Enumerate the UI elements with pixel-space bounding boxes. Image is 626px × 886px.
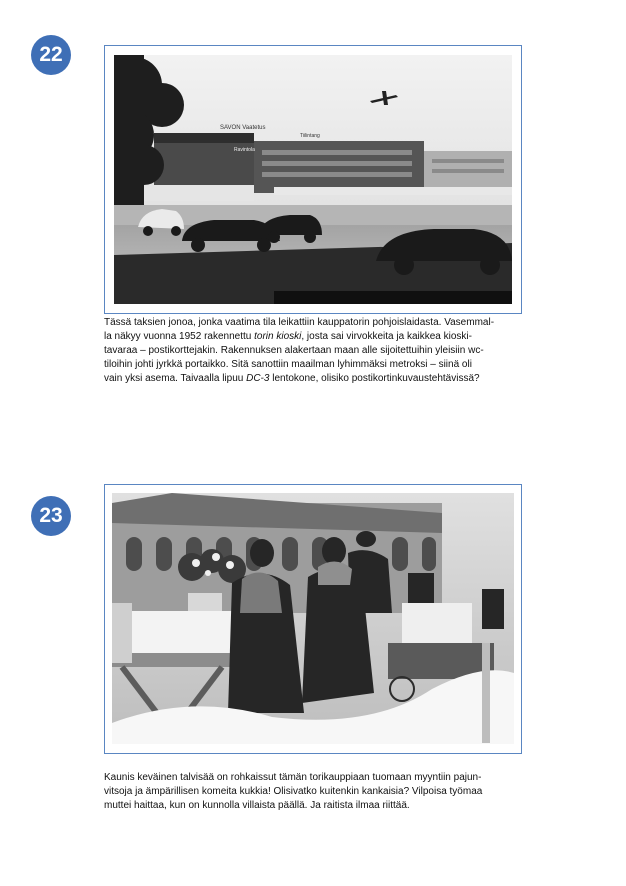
caption-line: tavaraa – postikorttejakin. Rakennuksen alakertaan maan alle sijoitettuihin yleisiin wc- [104, 345, 484, 356]
caption-italic: DC-3 [246, 373, 270, 384]
entry-number-badge: 23 [31, 496, 71, 536]
caption-line: Tässä taksien jonoa, jonka vaatima tila leikattiin kauppatorin pohjoislaidasta. Vasemmal- [104, 317, 495, 328]
caption-line: muttei haittaa, kun on kunnolla villaista päällä. Ja raitista ilmaa riittää. [104, 800, 410, 811]
photo-caption [104, 316, 522, 386]
caption-line: la näkyy vuonna 1952 rakennettu torin kioski, josta sai virvokkeita ja kaikkea kioski- [104, 331, 472, 342]
market-square-photo [114, 55, 512, 304]
caption-line: Kaunis keväinen talvisää on rohkaissut tämän torikauppiaan tuomaan myyntiin pajun- [104, 772, 482, 783]
flower-seller-photo [112, 493, 514, 744]
shop-sign: SAVON Vaatetus [220, 125, 266, 131]
caption-line: tiloihin johti jyrkkä portaikko. Sitä sanottiin maailman lyhimmäksi metroksi – siinä oli [104, 359, 472, 370]
caption-italic: torin kioski [254, 331, 302, 342]
entry-number-badge: 22 [31, 35, 71, 75]
caption-line: vain yksi asema. Taivaalla lipuu DC-3 lentokone, olisiko postikortinkuvaustehtävissä? [104, 373, 480, 384]
photo-caption [104, 771, 522, 813]
shop-sign: Tiilintang [300, 133, 320, 139]
shop-sign: Ravintola [234, 147, 255, 153]
caption-line: vitsoja ja ämpärillisen komeita kukkia! Olisivatko kuitenkin kankaisia? Vilpoisa työmaa [104, 786, 483, 797]
